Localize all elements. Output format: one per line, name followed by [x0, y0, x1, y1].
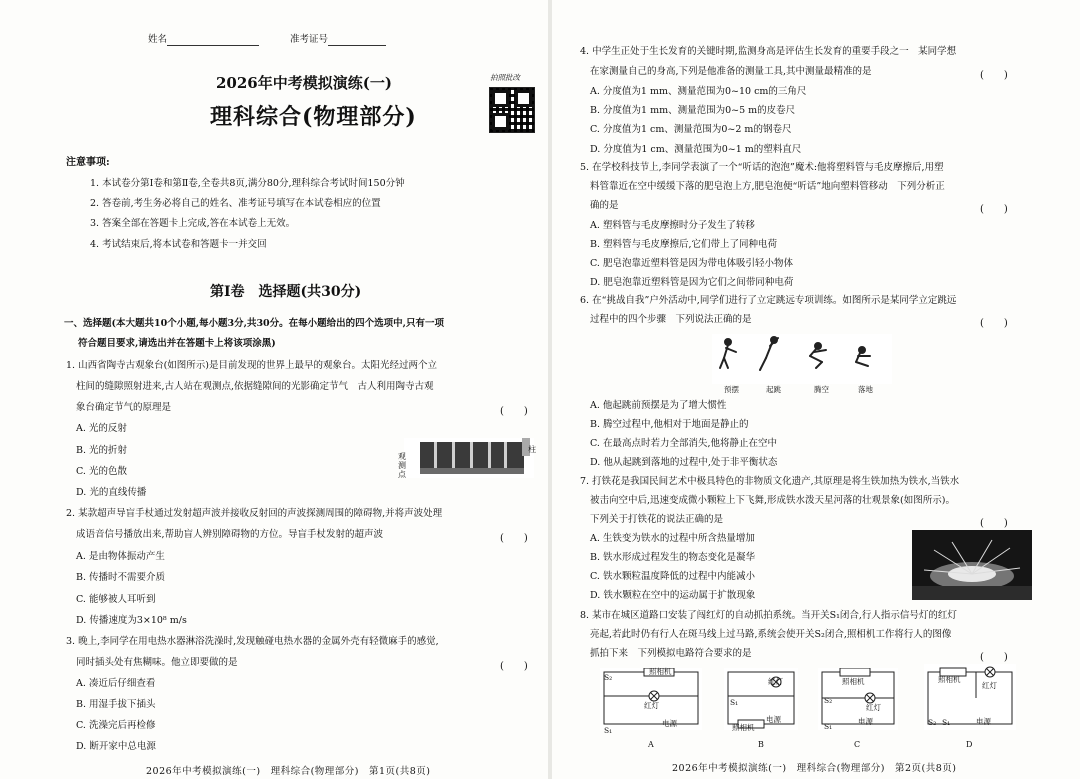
option-b[interactable]: B. 光的折射: [76, 445, 128, 456]
page-footer: 2026年中考模拟演练(一) 理科综合(物理部分) 第2页(共8页): [672, 763, 957, 774]
notice-item: 1. 本试卷分第Ⅰ卷和第Ⅱ卷,全卷共8页,满分80分,理科综合考试时间150分钟: [90, 178, 405, 189]
step-label: 腾空: [814, 385, 829, 394]
question-1-stem: 柱间的缝隙照射进来,古人站在观测点,依据缝隙间的光影确定节气 古人利用陶寺古观: [76, 381, 434, 392]
power-label: 电源: [976, 717, 991, 726]
option-d[interactable]: D. 肥皂泡靠近塑料管是因为它们之间带同种电荷: [590, 277, 794, 288]
question-2-stem: 2. 某款超声导盲手杖通过发射超声波并接收反射回的声波探测周围的障碍物,并将声波处理: [66, 508, 443, 519]
circuit-label: B: [758, 740, 764, 749]
circuit-diagram-a: [600, 668, 702, 730]
red-light-label: 红灯: [768, 677, 783, 686]
step-label: 起跳: [766, 385, 781, 394]
switch-label: S₂: [928, 718, 937, 727]
switch-label: S₂: [824, 696, 833, 705]
option-c[interactable]: C. 洗澡完后再检修: [76, 720, 156, 731]
notice-item: 2. 答卷前,考生务必将自己的姓名、准考证号填写在本试卷相应的位置: [90, 198, 381, 209]
question-4-stem: 4. 中学生正处于生长发育的关键时期,监测身高是评估生长发育的重要手段之一 某同学想: [580, 46, 957, 57]
section-instruction: 符合题目要求,请选出并在答题卡上将该项涂黑): [78, 338, 276, 349]
option-a[interactable]: A. 他起跳前预摆是为了增大惯性: [590, 400, 727, 411]
option-b[interactable]: B. 传播时不需要介质: [76, 572, 166, 583]
option-b[interactable]: B. 塑料管与毛皮摩擦后,它们带上了同种电荷: [590, 239, 778, 250]
name-label: 姓名: [148, 34, 168, 45]
exam-subtitle: 理科综合(物理部分): [210, 104, 417, 130]
notice-item: 3. 答案全部在答题卡上完成,答在本试卷上无效。: [90, 218, 296, 229]
exam-title: 2026年中考模拟演练(一): [216, 74, 392, 92]
option-c[interactable]: C. 光的色散: [76, 466, 127, 477]
camera-label: 照相机: [649, 667, 672, 676]
question-6-stem: 过程中的四个步骤 下列说法正确的是: [590, 314, 752, 325]
question-5-stem: 确的是: [590, 200, 619, 211]
camera-label: 照相机: [938, 675, 961, 684]
red-light-label: 红灯: [644, 701, 659, 710]
circuit-label: C: [854, 740, 861, 749]
option-d[interactable]: D. 断开家中总电源: [76, 741, 156, 752]
red-light-label: 红灯: [982, 681, 997, 690]
option-a[interactable]: A. 光的反射: [76, 423, 127, 434]
question-5-stem: 料管靠近在空中缓缓下落的肥皂泡上方,肥皂泡便“听话”地向塑料管移动 下列分析正: [590, 181, 945, 192]
answer-bracket[interactable]: ( ): [980, 204, 1008, 215]
option-c[interactable]: C. 在最高点时若力全部消失,他将静止在空中: [590, 438, 777, 449]
camera-label: 照相机: [732, 723, 755, 732]
question-1-stem: 象台确定节气的原理是: [76, 402, 172, 413]
question-8-stem: 抓拍下来 下列模拟电路符合要求的是: [590, 648, 752, 659]
option-c[interactable]: C. 铁水颗粒温度降低的过程中内能减小: [590, 571, 755, 582]
option-c[interactable]: C. 肥皂泡靠近塑料管是因为带电体吸引轻小物体: [590, 258, 793, 269]
figure-label-observation-point: 观测点: [398, 452, 406, 479]
power-label: 电源: [858, 717, 873, 726]
red-light-label: 红灯: [866, 703, 881, 712]
exam-number-blank[interactable]: [328, 36, 386, 46]
option-a[interactable]: A. 分度值为1 mm、测量范围为0~10 cm的三角尺: [590, 86, 807, 97]
option-a[interactable]: A. 生铁变为铁水的过程中所含热量增加: [590, 533, 755, 544]
option-b[interactable]: B. 用湿手拔下插头: [76, 699, 156, 710]
option-d[interactable]: D. 分度值为1 cm、测量范围为0~1 m的塑料直尺: [590, 144, 802, 155]
answer-bracket[interactable]: ( ): [500, 533, 528, 544]
page-2: [552, 0, 1080, 779]
option-c[interactable]: C. 能够被人耳听到: [76, 594, 156, 605]
question-3-stem: 同时插头处有焦糊味。他立即要做的是: [76, 657, 238, 668]
notice-heading: 注意事项:: [66, 157, 110, 168]
option-d[interactable]: D. 光的直线传播: [76, 487, 147, 498]
switch-label: S₁: [604, 726, 613, 735]
question-4-stem: 在家测量自己的身高,下列是他准备的测量工具,其中测量最精准的是: [590, 66, 872, 77]
question-8-stem: 8. 某市在城区道路口安装了闯红灯的自动抓拍系统。当开关S₁闭合,行人指示信号灯的红灯: [580, 610, 957, 621]
figure-label-pillar: 柱: [528, 445, 536, 454]
step-label: 预摆: [724, 385, 739, 394]
question-7-stem: 7. 打铁花是我国民间艺术中极具特色的非物质文化遗产,其原理是将生铁加热为铁水,当铁水: [580, 476, 960, 487]
qr-caption: 拍照批改: [490, 73, 520, 82]
name-field[interactable]: [148, 34, 259, 46]
question-7-stem: 下列关于打铁花的说法正确的是: [590, 514, 724, 525]
answer-bracket[interactable]: ( ): [500, 661, 528, 672]
answer-bracket[interactable]: ( ): [980, 70, 1008, 81]
question-2-stem: 成语音信号播放出来,帮助盲人辨别障碍物的方位。导盲手杖发射的超声波: [76, 529, 384, 540]
switch-label: S₂: [604, 673, 613, 682]
question-6-stem: 6. 在“挑战自我”户外活动中,同学们进行了立定跳远专项训练。如图所示是某同学立定跳远: [580, 295, 957, 306]
answer-bracket[interactable]: ( ): [980, 318, 1008, 329]
exam-number-field[interactable]: [290, 34, 386, 46]
switch-label: S₁: [942, 718, 951, 727]
option-d[interactable]: D. 传播速度为3×10⁸ m/s: [76, 615, 187, 626]
option-c[interactable]: C. 分度值为1 cm、测量范围为0~2 m的钢卷尺: [590, 124, 792, 135]
circuit-label: A: [648, 740, 654, 749]
section-title: 第Ⅰ卷 选择题(共30分): [210, 284, 362, 300]
option-d[interactable]: D. 他从起跳到落地的过程中,处于非平衡状态: [590, 457, 778, 468]
qr-code-icon: [489, 87, 535, 133]
power-label: 电源: [662, 719, 677, 728]
question-8-stem: 亮起,若此时仍有行人在斑马线上过马路,系统会使开关S₂闭合,照相机工作将行人的图像: [590, 629, 952, 640]
answer-bracket[interactable]: ( ): [500, 406, 528, 417]
option-a[interactable]: A. 是由物体振动产生: [76, 551, 165, 562]
section-instruction: 一、选择题(本大题共10个小题,每小题3分,共30分。在每小题给出的四个选项中,只有一项: [64, 318, 444, 329]
iron-flower-photo: [912, 530, 1032, 600]
option-b[interactable]: B. 分度值为1 mm、测量范围为0~5 m的皮卷尺: [590, 105, 796, 116]
question-7-stem: 被击向空中后,迅速变成微小颗粒上下飞舞,形成铁水泼天星河落的壮观景象(如图所示)。: [590, 495, 955, 506]
question-1-stem: 1. 山西省陶寺古观象台(如图所示)是目前发现的世界上最早的观象台。太阳光经过两个立: [66, 360, 437, 371]
question-5-stem: 5. 在学校科技节上,李同学表演了一个“听话的泡泡”魔术:他将塑料管与毛皮摩擦后,用塑: [580, 162, 944, 173]
circuit-label: D: [966, 740, 973, 749]
long-jump-figure: [712, 334, 892, 384]
notice-item: 4. 考试结束后,将本试卷和答题卡一并交回: [90, 239, 267, 250]
option-b[interactable]: B. 铁水形成过程发生的物态变化是凝华: [590, 552, 756, 563]
observatory-photo: [404, 438, 534, 478]
camera-label: 照相机: [842, 677, 865, 686]
answer-bracket[interactable]: ( ): [980, 652, 1008, 663]
step-label: 落地: [858, 385, 873, 394]
switch-label: S₁: [824, 722, 833, 731]
option-a[interactable]: A. 凑近后仔细查看: [76, 678, 156, 689]
answer-bracket[interactable]: ( ): [980, 518, 1008, 529]
option-b[interactable]: B. 腾空过程中,他相对于地面是静止的: [590, 419, 749, 430]
power-label: 电源: [766, 715, 781, 724]
exam-number-label: 准考证号: [290, 34, 329, 45]
option-a[interactable]: A. 塑料管与毛皮摩擦时分子发生了转移: [590, 220, 755, 231]
question-3-stem: 3. 晚上,李同学在用电热水器淋浴洗澡时,发现触碰电热水器的金属外壳有轻微麻手的感觉,: [66, 636, 439, 647]
option-d[interactable]: D. 铁水颗粒在空中的运动属于扩散现象: [590, 590, 756, 601]
switch-label: S₁: [730, 698, 739, 707]
name-blank[interactable]: [167, 36, 259, 46]
page-footer: 2026年中考模拟演练(一) 理科综合(物理部分) 第1页(共8页): [146, 766, 431, 777]
